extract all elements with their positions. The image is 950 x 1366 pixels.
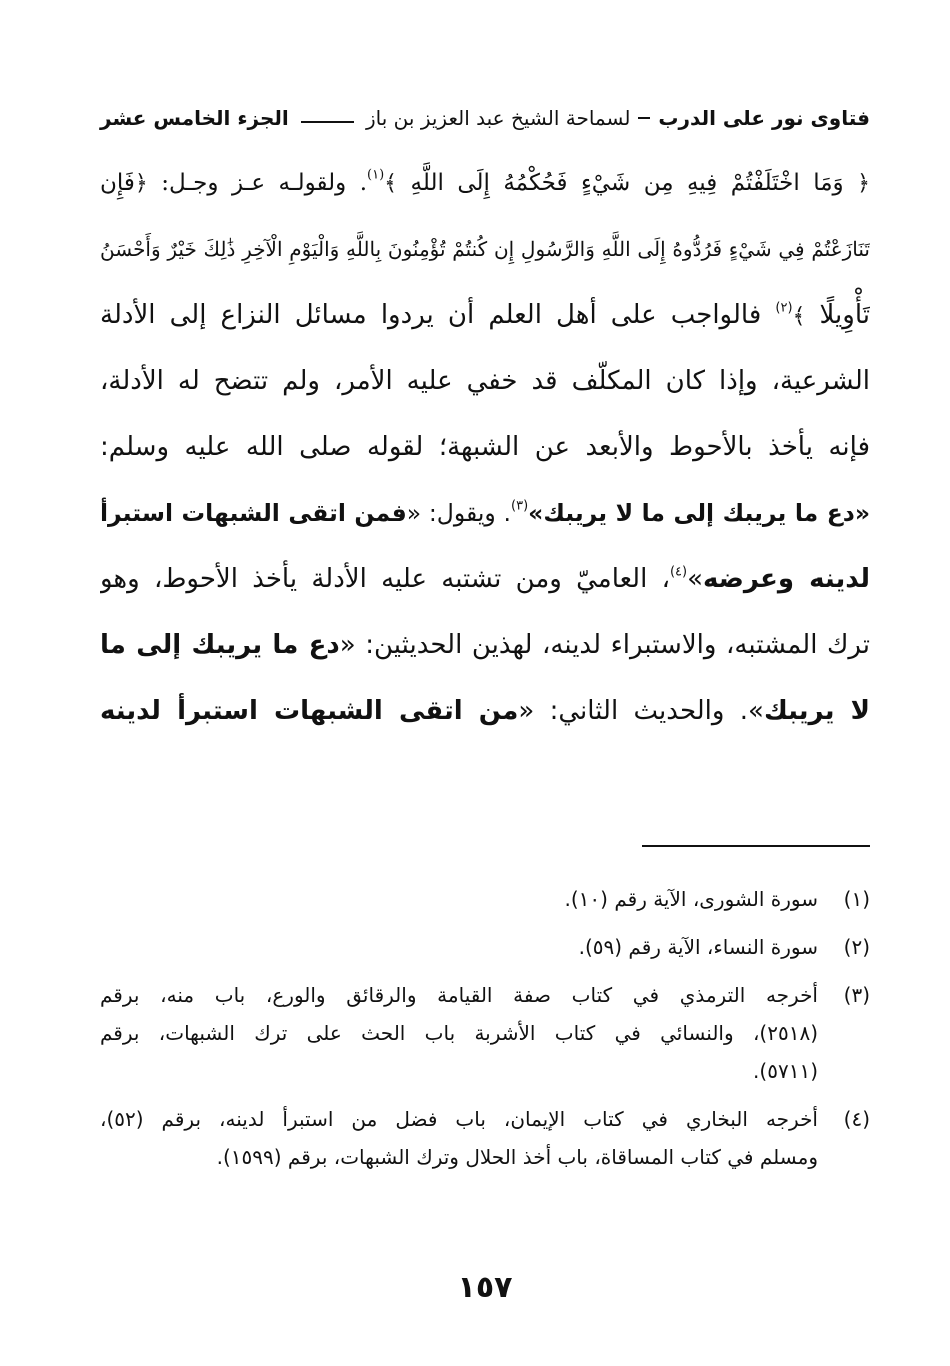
header-title-group <box>366 98 870 138</box>
footnote-number: (٤) <box>843 1107 870 1131</box>
footnote-item <box>100 928 870 966</box>
header-dash <box>638 117 650 119</box>
text-segment: ترك المشتبه، والاستبراء لدينه، لهذين الحديثين: « <box>339 630 870 660</box>
body-line <box>100 546 870 612</box>
footnote-line: سورة النساء، الآية رقم (٥٩). <box>578 935 818 959</box>
footnote-line: سورة الشورى، الآية رقم (١٠). <box>564 887 818 911</box>
text-segment: فالواجب على أهل العلم أن يردوا مسائل النزاع إلى الأدلة <box>100 300 776 330</box>
body-line <box>100 414 870 480</box>
footnotes <box>100 880 870 1186</box>
footnote-item <box>100 976 870 1090</box>
body-line <box>100 282 870 348</box>
quran-bracket: ﴿ <box>134 171 148 196</box>
footnote-separator <box>642 845 870 847</box>
footnote-body <box>100 928 818 966</box>
footnote-item <box>100 1100 870 1176</box>
body-line <box>100 150 870 216</box>
text-segment: فَإِن <box>100 170 135 196</box>
footnote-line: أخرجه البخاري في كتاب الإيمان، باب فضل من استبرأ لدينه، برقم (٥٢)، <box>100 1107 818 1131</box>
footnote-line: (٥٧١١). <box>753 1059 818 1083</box>
book-page <box>100 0 870 1366</box>
footnote-number: (١) <box>843 887 870 911</box>
text-segment: . ويقول: « <box>406 499 512 527</box>
text-segment: الشرعية، وإذا كان المكلّف قد خفي عليه الأمر، ولم تتضح له الأدلة، <box>100 366 870 396</box>
footnote-number: (٢) <box>843 935 870 959</box>
footnote-line: ومسلم في كتاب المساقاة، باب أخذ الحلال وترك الشبهات، برقم (١٥٩٩). <box>216 1145 818 1169</box>
hadith-text: من اتقى الشبهات استبرأ لدينه <box>100 696 519 726</box>
footnote-body <box>100 976 818 1090</box>
quran-bracket: ﴾ <box>792 304 806 329</box>
footnote-number: (٣) <box>843 983 870 1007</box>
page-number: ١٥٧ <box>457 1270 513 1305</box>
quran-bracket: ﴿ <box>857 171 870 196</box>
footnote-marker: (٣) <box>511 498 529 514</box>
hadith-text: لا يريبك <box>763 696 870 726</box>
text-segment: » <box>687 564 704 594</box>
quran-bracket: ﴾ <box>384 171 398 196</box>
book-title: فتاوى نور على الدرب <box>658 106 870 130</box>
hadith-text: فمن اتقى الشبهات استبرأ <box>100 499 407 527</box>
body-line <box>100 612 870 678</box>
body-line <box>100 678 870 744</box>
body-line <box>100 480 870 546</box>
footnote-line: أخرجه الترمذي في كتاب صفة القيامة والرقائق والورع، باب منه، برقم <box>100 983 818 1007</box>
text-segment: . ولقولـه عـز وجـل: <box>147 170 368 196</box>
footnote-body <box>100 880 818 918</box>
body-line <box>100 216 870 282</box>
hadith-text: دع ما يريبك إلى ما <box>100 630 340 660</box>
footnote-body <box>100 1100 818 1176</box>
footnote-marker: (٢) <box>775 300 793 316</box>
footnote-line: (٢٥١٨)، والنسائي في كتاب الأشربة باب الحث على ترك الشبهات، برقم <box>100 1021 818 1045</box>
author-line: لسماحة الشيخ عبد العزيز بن باز <box>366 106 631 130</box>
text-segment: تَنَازَعْتُمْ فِي شَيْءٍ فَرُدُّوهُ إِلَى اللَّهِ وَالرَّسُولِ إِن كُنتُمْ تُؤْمِنُونَ بِاللَّهِ وَالْيَوْمِ الْآخِرِ ذَٰلِكَ خَيْرٌ وَأَحْسَنُ <box>100 237 870 261</box>
text-segment: ». والحديث الثاني: « <box>518 696 764 726</box>
text-segment: تَأْوِيلًا <box>805 300 870 330</box>
hadith-text: لدينه وعرضه <box>703 564 870 594</box>
text-segment: فإنه يأخذ بالأحوط والأبعد عن الشبهة؛ لقوله صلى الله عليه وسلم: <box>100 432 870 462</box>
header-rule <box>301 121 354 123</box>
running-header <box>100 98 870 138</box>
footnote-marker: (١) <box>367 167 385 183</box>
footnote-item <box>100 880 870 918</box>
hadith-text: «دع ما يريبك إلى ما لا يريبك» <box>528 499 870 527</box>
footnote-marker: (٤) <box>669 564 688 580</box>
body-text <box>100 150 870 744</box>
text-segment: وَمَا اخْتَلَفْتُمْ فِيهِ مِن شَيْءٍ فَحُكْمُهُ إِلَى اللَّهِ <box>397 170 858 196</box>
text-segment: ، العاميّ ومن تشتبه عليه الأدلة يأخذ الأحوط، وهو <box>100 564 670 594</box>
volume-label: الجزء الخامس عشر <box>100 106 289 130</box>
body-line <box>100 348 870 414</box>
